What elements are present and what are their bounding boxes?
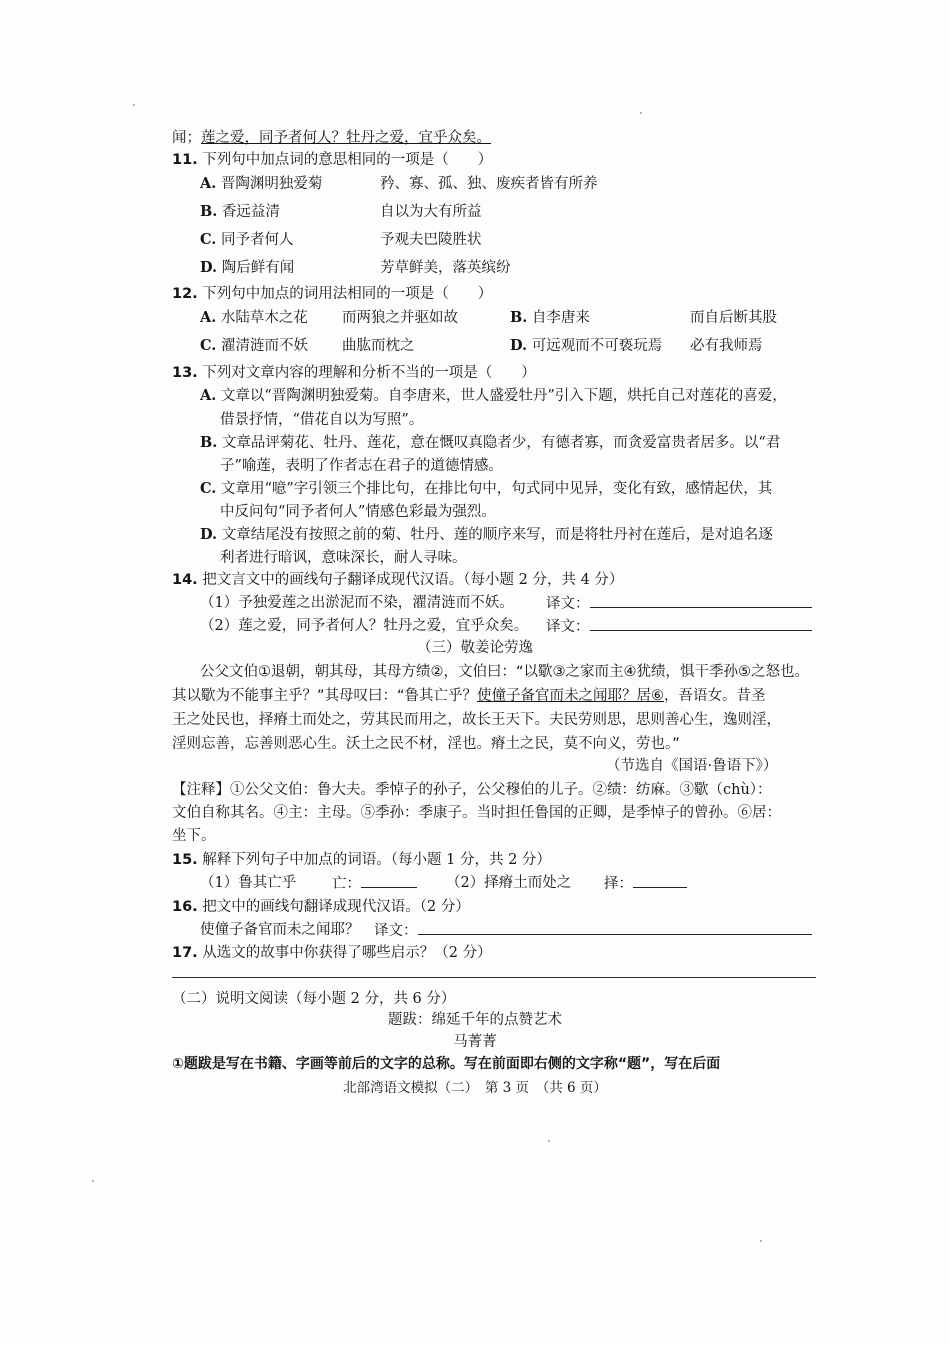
q13-option-c-cont: 中反问句“同予者何人”情感色彩最为强烈。 <box>220 504 496 520</box>
scan-speck <box>133 104 135 106</box>
option-label: C. <box>200 231 217 248</box>
q13-option-a-cont: 借景抒情，“借花自以为写照”。 <box>220 412 424 428</box>
q11-option-a-right: 矜、寡、孤、独、废疾者皆有所养 <box>380 176 598 192</box>
q17-number: 17. <box>172 945 198 961</box>
option-label: D. <box>200 259 218 276</box>
q11-option-b-right: 自以为大有所益 <box>380 204 482 220</box>
q15-answer-2[interactable]: 择： <box>604 873 687 894</box>
question-12 <box>172 284 492 304</box>
q12-option-a[interactable]: A. 水陆草木之花 <box>200 309 308 326</box>
q17-answer-line[interactable] <box>172 977 816 978</box>
answer-blank[interactable] <box>361 873 417 888</box>
passage-source: （节选自《国语·鲁语下》） <box>606 758 778 774</box>
question-11 <box>172 150 492 170</box>
q12-option-b[interactable]: B. 自李唐来 <box>510 309 590 326</box>
passage-title: （三）敬姜论劳逸 <box>417 640 533 656</box>
article-title: 题跋：绵延千年的点赞艺术 <box>388 1012 562 1028</box>
article-author: 马菁菁 <box>453 1034 497 1050</box>
answer-blank[interactable] <box>590 593 812 608</box>
q12-option-b-second: 而自后断其股 <box>690 310 777 326</box>
option-left: 同予者何人 <box>220 232 294 248</box>
q15-item-2: （2）择瘠土而处之 <box>446 875 572 891</box>
notes-line: 文伯自称其名。④主：主母。⑤季孙：季康子。当时担任鲁国的正卿，是季悼子的曾孙。⑥居： <box>172 805 781 821</box>
continued-line <box>172 128 491 148</box>
q15-number: 15. <box>172 852 198 868</box>
q12-option-c[interactable]: C. 濯清涟而不妖 <box>200 337 308 354</box>
q16-sentence: 使僮子备官而未之闻耶？ <box>200 922 360 938</box>
q12-option-d[interactable]: D. 可远观而不可亵玩焉 <box>510 337 663 354</box>
q16-stem: 把文中的画线句翻译成现代汉语。（2 分） <box>202 899 470 915</box>
q13-stem: 下列对文章内容的理解和分析不当的一项是（ ） <box>202 365 536 381</box>
q13-option-c[interactable]: C. 文章用“噫”字引领三个排比句，在排比句中，句式同中见异，变化有致，感情起伏，其 <box>200 480 773 497</box>
notes-line: 坐下。 <box>172 828 216 844</box>
option-left: 香远益清 <box>221 204 280 220</box>
q15-stem: 解释下列句子中加点的词语。（每小题 1 分，共 2 分） <box>202 852 551 868</box>
question-15 <box>172 850 551 870</box>
q14-number: 14. <box>172 572 198 588</box>
q11-option-c-right: 予观夫巴陵胜状 <box>380 232 482 248</box>
q13-option-b-cont: 子”喻莲，表明了作者志在君子的道德情感。 <box>220 458 503 474</box>
q12-number: 12. <box>172 286 198 302</box>
q13-option-d-cont: 利者进行暗讽，意味深长，耐人寻味。 <box>220 550 467 566</box>
question-17 <box>172 943 492 963</box>
notes-line: 【注释】①公父文伯：鲁大夫。季悼子的孙子，公父穆伯的儿子。②绩：纺麻。③歜（chù）： <box>172 782 772 798</box>
option-label: A. <box>200 175 217 192</box>
scan-speck <box>92 1180 94 1182</box>
answer-blank[interactable] <box>590 616 812 631</box>
q11-option-d[interactable] <box>200 258 294 278</box>
q11-option-a[interactable] <box>200 174 322 194</box>
q12-option-d-second: 必有我师焉 <box>690 338 763 354</box>
q14-item-2: （2）莲之爱，同予者何人？牡丹之爱，宜乎众矣。 <box>200 618 529 634</box>
question-16 <box>172 897 470 917</box>
q14-stem: 把文言文中的画线句子翻译成现代汉语。（每小题 2 分，共 4 分） <box>202 572 624 588</box>
underlined-sentence: 莲之爱，同予者何人？牡丹之爱，宜乎众矣。 <box>201 130 491 146</box>
passage-line: 淫则忘善，忘善则恶心生。沃土之民不材，淫也。瘠土之民，莫不向义，劳也。” <box>172 736 680 752</box>
q12-stem: 下列句中加点的词用法相同的一项是（ ） <box>202 286 493 302</box>
answer-blank[interactable] <box>418 920 812 935</box>
q13-option-d[interactable]: D. 文章结尾没有按照之前的菊、牡丹、莲的顺序来写，而是将牡丹衬在莲后，是对追名逐 <box>200 526 773 543</box>
q16-number: 16. <box>172 899 198 915</box>
q15-answer-1[interactable]: 亡： <box>332 873 417 894</box>
q14-item-1: （1）予独爱莲之出淤泥而不染，濯清涟而不妖。 <box>200 595 514 611</box>
passage-underlined-sentence: 使僮子备官而未之闻耶？居⑥ <box>477 688 665 704</box>
page-footer: 北部湾语文模拟（二） 第 3 页 （共 6 页） <box>343 1080 607 1096</box>
question-13 <box>172 363 536 383</box>
q13-option-a[interactable]: A. 文章以“晋陶渊明独爱菊。自李唐来，世人盛爱牡丹”引入下题，烘托自己对莲花的喜爱， <box>200 387 787 404</box>
q11-option-c[interactable] <box>200 230 293 250</box>
q13-number: 13. <box>172 365 198 381</box>
q11-option-b[interactable] <box>200 202 280 222</box>
option-label: B. <box>200 203 218 220</box>
continued-prefix: 闻； <box>172 130 201 146</box>
scan-speck <box>548 1140 550 1142</box>
q15-item-1: （1）鲁其亡乎 <box>200 875 297 891</box>
q13-option-b[interactable]: B. 文章品评菊花、牡丹、莲花，意在慨叹真隐者少，有德者寡，而贪爱富贵者居多。以“君 <box>200 434 781 451</box>
passage-line: 其以歜为不能事主乎？”其母叹曰：“鲁其亡乎？使僮子备官而未之闻耶？居⑥，吾语女。昔圣 <box>172 688 766 704</box>
q16-answer[interactable]: 译文： <box>374 920 812 941</box>
q12-option-c-second: 曲肱而枕之 <box>342 338 415 354</box>
scan-speck <box>760 1240 762 1242</box>
passage-line: 公父文伯①退朝，朝其母，其母方绩②，文伯曰：“以歜③之家而主④犹绩，惧干季孙⑤之怒也。 <box>200 664 810 680</box>
option-left: 晋陶渊明独爱菊 <box>220 176 323 192</box>
article-paragraph: ①题跋是写在书籍、字画等前后的文字的总称。写在前面即右侧的文字称“题”，写在后面 <box>172 1056 721 1072</box>
question-14 <box>172 570 623 590</box>
q12-option-a-second: 而两狼之并驱如故 <box>342 310 458 326</box>
q17-stem: 从选文的故事中你获得了哪些启示？（2 分） <box>202 945 492 961</box>
q11-number: 11. <box>172 152 198 168</box>
section-heading: （二）说明文阅读（每小题 2 分，共 6 分） <box>172 991 456 1007</box>
passage-line: 王之处民也，择瘠土而处之，劳其民而用之，故长王天下。夫民劳则思，思则善心生，逸则淫， <box>172 712 781 728</box>
scan-speck <box>640 112 642 114</box>
option-left: 陶后鲜有闻 <box>221 260 295 276</box>
q14-answer-2[interactable]: 译文： <box>546 616 812 637</box>
answer-blank[interactable] <box>633 873 687 888</box>
q14-answer-1[interactable]: 译文： <box>546 593 812 614</box>
q11-option-d-right: 芳草鲜美，落英缤纷 <box>380 260 511 276</box>
q11-stem: 下列句中加点词的意思相同的一项是（ ） <box>202 152 493 168</box>
